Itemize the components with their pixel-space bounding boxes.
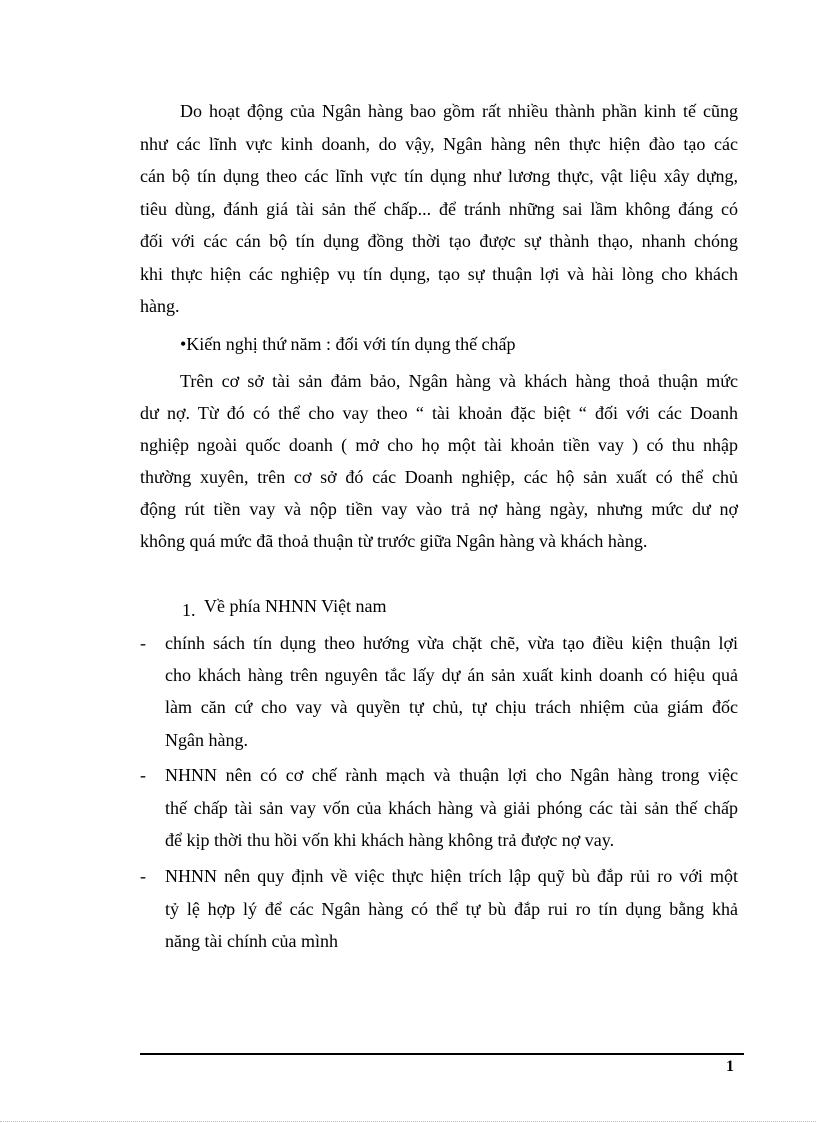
- text-line: tỷ lệ hợp lý để các Ngân hàng có thể tự bù đắp rui ro tín dụng bằng khả: [165, 899, 738, 919]
- text-line: dư nợ. Từ đó có thể cho vay theo “ tài khoản đặc biệt “ đối với các Doanh: [140, 403, 738, 423]
- text-line: đối với các cán bộ tín dụng đồng thời tạo được sự thành thạo, nhanh chóng: [140, 231, 738, 251]
- text-line: chính sách tín dụng theo hướng vừa chặt chẽ, vừa tạo điều kiện thuận lợi: [165, 633, 738, 653]
- page-number: 1: [726, 1058, 734, 1075]
- footer-rule: [140, 1053, 744, 1055]
- section-title: Về phía NHNN Việt nam: [204, 596, 387, 616]
- list-dash: -: [140, 866, 146, 886]
- text-line: thường xuyên, trên cơ sở đó các Doanh nghiệp, các hộ sản xuất có thể chủ: [140, 467, 738, 487]
- page-edge-divider: [0, 1121, 816, 1122]
- text-line: Do hoạt động của Ngân hàng bao gồm rất nhiều thành phần kinh tế cũng: [180, 101, 738, 121]
- text-line: NHNN nên quy định về việc thực hiện trích lập quỹ bù đắp rủi ro với một: [165, 866, 738, 886]
- section-number: 1.: [182, 600, 196, 620]
- text-line: NHNN nên có cơ chế rành mạch và thuận lợi cho Ngân hàng trong việc: [165, 765, 738, 785]
- text-line: Trên cơ sở tài sản đảm bảo, Ngân hàng và khách hàng thoả thuận mức: [180, 371, 738, 391]
- text-line: làm căn cứ cho vay và quyền tự chủ, tự chịu trách nhiệm của giám đốc: [165, 697, 738, 717]
- text-line: để kịp thời thu hồi vốn khi khách hàng không trả được nợ vay.: [165, 830, 615, 850]
- text-line: nghiệp ngoài quốc doanh ( mở cho họ một tài khoản tiền vay ) có thu nhập: [140, 435, 738, 455]
- text-line: như các lĩnh vực kinh doanh, do vậy, Ngân hàng nên thực hiện đào tạo các: [140, 134, 738, 154]
- recommendation-heading: •Kiến nghị thứ năm : đối với tín dụng thế chấp: [180, 334, 516, 354]
- text-line: không quá mức đã thoả thuận từ trước giữa Ngân hàng và khách hàng.: [140, 531, 648, 551]
- text-line: cán bộ tín dụng theo các lĩnh vực tín dụng như lương thực, vật liệu xây dựng,: [140, 166, 738, 186]
- list-dash: -: [140, 633, 146, 653]
- text-line: động rút tiền vay và nộp tiền vay vào trả nợ hàng ngày, nhưng mức dư nợ: [140, 499, 738, 519]
- list-dash: -: [140, 765, 146, 785]
- text-line: hàng.: [140, 296, 180, 316]
- text-line: cho khách hàng trên nguyên tắc lấy dự án sản xuất kinh doanh có hiệu quả: [165, 665, 738, 685]
- text-line: tiêu dùng, đánh giá tài sản thế chấp... để tránh những sai lầm không đáng có: [140, 199, 738, 219]
- text-line: Ngân hàng.: [165, 730, 248, 750]
- text-line: thế chấp tài sản vay vốn của khách hàng và giải phóng các tài sản thế chấp: [165, 798, 738, 818]
- text-line: năng tài chính của mình: [165, 931, 338, 951]
- text-line: khi thực hiện các nghiệp vụ tín dụng, tạo sự thuận lợi và hài lòng cho khách: [140, 264, 738, 284]
